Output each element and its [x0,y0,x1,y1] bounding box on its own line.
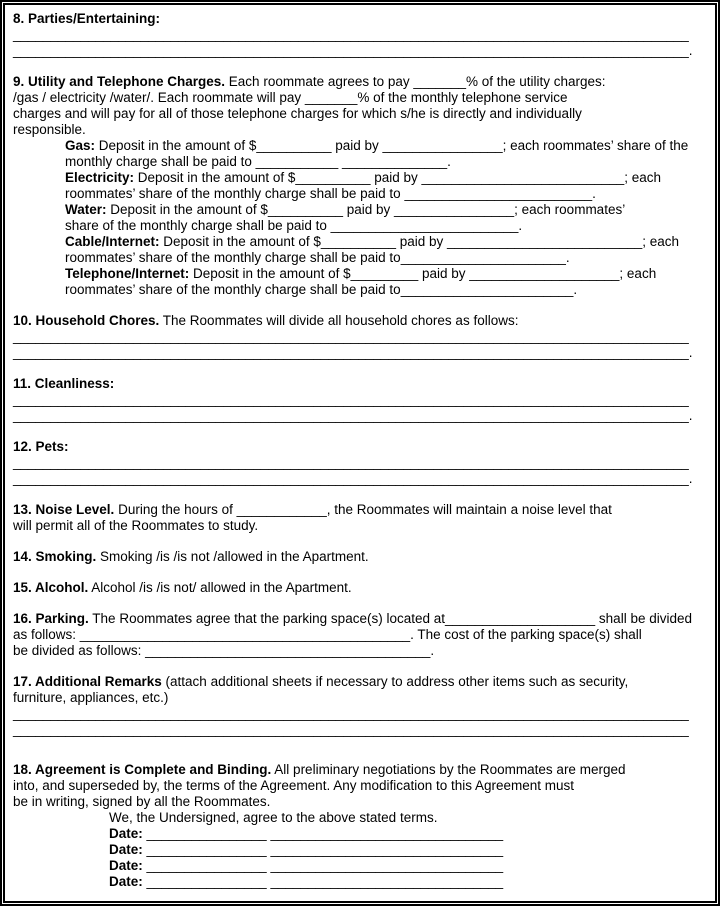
text-run: . [592,186,596,201]
text-run: Each roommate agrees to pay [225,74,414,89]
section-heading-line [13,313,707,329]
text-run: paid by [370,170,422,185]
blank-line [13,408,707,424]
text-line [13,186,707,202]
section-13-noise-level [13,502,707,534]
text-line [13,810,707,826]
blank-field: __________ [320,234,396,249]
text-line [13,122,707,138]
text-run: responsible. [13,122,86,137]
text-run: as follows: [13,627,80,642]
bold-label: 18. Agreement is Complete and Binding. [13,762,272,777]
bold-label: Date: [109,858,143,873]
section-16-parking [13,611,707,659]
blank-field: ________________ [146,842,267,857]
blank-field: ______________________________________ [145,643,431,658]
blank-field: _______ [413,74,466,89]
text-line [13,690,707,706]
bold-label: 15. Alcohol. [13,580,89,595]
blank-field: _______ [304,90,358,105]
blank-field: ________________ [146,826,267,841]
blank-field: _______________________________ [270,826,504,841]
blank-field: _________________________ [404,186,593,201]
blank-line [13,345,707,361]
section-17-additional-remarks [13,674,707,738]
text-run: . [565,250,570,265]
section-heading-line [13,74,707,90]
text-run: be in writing, signed by all the Roommates. [13,794,271,809]
section-heading-line [13,11,707,27]
blank-line [13,722,707,738]
bold-label: Cable/Internet: [65,234,160,249]
blank-field: __________________________________________________________________________________________ [13,706,689,721]
text-line [13,794,707,810]
section-heading-line [13,502,707,518]
text-line [13,154,707,170]
blank-field: _________ [350,266,419,281]
section-heading-line [13,611,707,627]
blank-field: __________________________________________________________________________________________ [13,329,689,344]
text-run: charges and will pay for all of those telephone charges for which s/he is directly and individually [13,106,582,121]
blank-line [13,392,707,408]
text-run: Deposit in the amount of $ [159,234,321,249]
text-run: roommates’ share of the monthly charge shall be paid to [65,186,405,201]
text-line [13,778,707,794]
blank-field: __________________________________________________________________________________________ [13,43,689,58]
bold-label: 12. Pets: [13,439,69,454]
blank-field: ____________________ [445,611,596,626]
text-line [13,202,707,218]
blank-field: ________________ [146,874,267,889]
section-heading-line [13,674,707,690]
bold-label: Water: [65,202,107,217]
section-12-pets [13,439,707,487]
blank-field: ____________________ [469,266,620,281]
text-line [13,266,707,282]
text-run: Deposit in the amount of $ [106,202,268,217]
text-run: paid by [395,234,448,249]
text-run: The Roommates will divide all household chores as follows: [159,313,519,328]
blank-field: _________________________ [330,218,519,233]
text-line [13,842,707,858]
text-run: ; each [642,234,680,249]
blank-field: _______________________________ [270,874,504,889]
text-run: Alcohol /is /is not/ allowed in the Apartment. [88,580,352,595]
text-line [13,234,707,250]
text-run: paid by [342,202,395,217]
bold-label: 16. Parking. [13,611,89,626]
blank-field: __________________________________________________________________________________________ [13,408,689,423]
section-9-utility-telephone-charges [13,74,707,298]
blank-line [13,27,707,43]
blank-field: __________ [295,170,371,185]
text-run: paid by [418,266,470,281]
text-run: . [688,43,693,58]
text-run: During the hours of [114,502,237,517]
text-run: . [518,218,523,233]
blank-field: __________________________________________________________________________________________ [13,392,689,407]
section-heading-line [13,439,707,455]
blank-field: ______________ [341,154,448,169]
text-run: . [430,643,435,658]
bold-label: Telephone/Internet: [65,266,190,281]
text-run: . [688,345,693,360]
bold-label: 11. Cleanliness: [13,376,115,391]
blank-field: ___________ [255,154,339,169]
section-14-smoking [13,549,707,565]
bold-label: 17. Additional Remarks [13,674,162,689]
blank-field: ____________________________________________ [79,627,411,642]
blank-field: __________ [256,138,332,153]
bold-label: Date: [109,826,143,841]
text-line [13,874,707,890]
blank-field: __________________________ [447,234,643,249]
text-run: roommates’ share of the monthly charge shall be paid to [65,282,401,297]
blank-field: ________________ [394,202,515,217]
bold-label: 9. Utility and Telephone Charges. [13,74,226,89]
text-run: , the Roommates will maintain a noise level that [326,502,612,517]
text-line [13,627,707,643]
blank-field: __________________________________________________________________________________________ [13,27,689,42]
text-run: shall be divided [595,611,692,626]
section-15-alcohol [13,580,707,596]
text-run: Smoking /is /is not /allowed in the Apartment. [96,549,369,564]
text-run: be divided as follows: [13,643,146,658]
text-line [13,858,707,874]
section-heading-line [13,549,707,565]
blank-field: __________________________________________________________________________________________ [13,455,689,470]
bold-label: 10. Household Chores. [13,313,160,328]
text-run: Deposit in the amount of $ [189,266,351,281]
text-run: Deposit in the amount of $ [134,170,296,185]
blank-field: __________ [267,202,343,217]
section-18-agreement-complete-binding [13,762,707,890]
blank-line [13,43,707,59]
text-line [13,90,707,106]
text-run: . [688,408,693,423]
section-heading-line [13,376,707,392]
bold-label: Gas: [65,138,96,153]
text-run: % of the monthly telephone service [357,90,568,105]
bold-label: 8. Parties/Entertaining: [13,11,161,26]
section-heading-line [13,580,707,596]
blank-line [13,706,707,722]
blank-field: ________________ [146,858,267,873]
text-line [13,250,707,266]
text-run: furniture, appliances, etc.) [13,690,169,705]
section-heading-line [13,762,707,778]
blank-line [13,329,707,345]
text-run: (attach additional sheets if necessary to address other items such as security, [161,674,629,689]
text-run: share of the monthly charge shall be paid to [65,218,331,233]
blank-field: ________________ [382,138,503,153]
bold-label: 14. Smoking. [13,549,97,564]
bold-label: Date: [109,842,143,857]
blank-field: ____________ [236,502,327,517]
blank-field: _______________________ [400,282,574,297]
text-run: monthly charge shall be paid to [65,154,256,169]
text-run: All preliminary negotiations by the Roommates are merged [271,762,626,777]
bold-label: Electricity: [65,170,135,185]
section-10-household-chores [13,313,707,361]
text-run: % of the utility charges: [465,74,606,89]
text-line [13,518,707,534]
text-line [13,138,707,154]
text-line [13,106,707,122]
text-run: Deposit in the amount of $ [95,138,257,153]
text-run: /gas / electricity /water/. Each roommate will pay [13,90,305,105]
text-run: ; each [624,170,662,185]
text-line [13,170,707,186]
text-run: ; each [619,266,657,281]
text-run: . [688,471,693,486]
blank-field: _______________________________ [270,858,504,873]
text-run: . The cost of the parking space(s) shall [410,627,642,642]
blank-line [13,455,707,471]
text-run: . [447,154,451,169]
text-run: will permit all of the Roommates to study. [13,518,259,533]
bold-label: 13. Noise Level. [13,502,115,517]
text-run: ; each roommates’ [514,202,626,217]
blank-field: __________________________________________________________________________________________ [13,722,689,737]
text-run: into, and superseded by, the terms of the Agreement. Any modification to this Agreement must [13,778,575,793]
blank-field: _______________________________ [270,842,504,857]
text-run: ; each roommates’ share of the [502,138,689,153]
blank-field: __________________________________________________________________________________________ [13,345,689,360]
bold-label: Date: [109,874,143,889]
section-8-parties-entertaining [13,11,707,59]
text-run: We, the Undersigned, agree to the above stated terms. [109,810,438,825]
blank-field: ___________________________ [421,170,625,185]
text-run: roommates’ share of the monthly charge shall be paid to [65,250,401,265]
section-11-cleanliness [13,376,707,424]
blank-field: ______________________ [400,250,566,265]
text-run: The Roommates agree that the parking space(s) located at [88,611,445,626]
text-line [13,282,707,298]
text-line [13,218,707,234]
text-line [13,643,707,659]
text-run: paid by [331,138,383,153]
blank-line [13,471,707,487]
text-line [13,826,707,842]
blank-field: __________________________________________________________________________________________ [13,471,689,486]
text-run: . [573,282,578,297]
